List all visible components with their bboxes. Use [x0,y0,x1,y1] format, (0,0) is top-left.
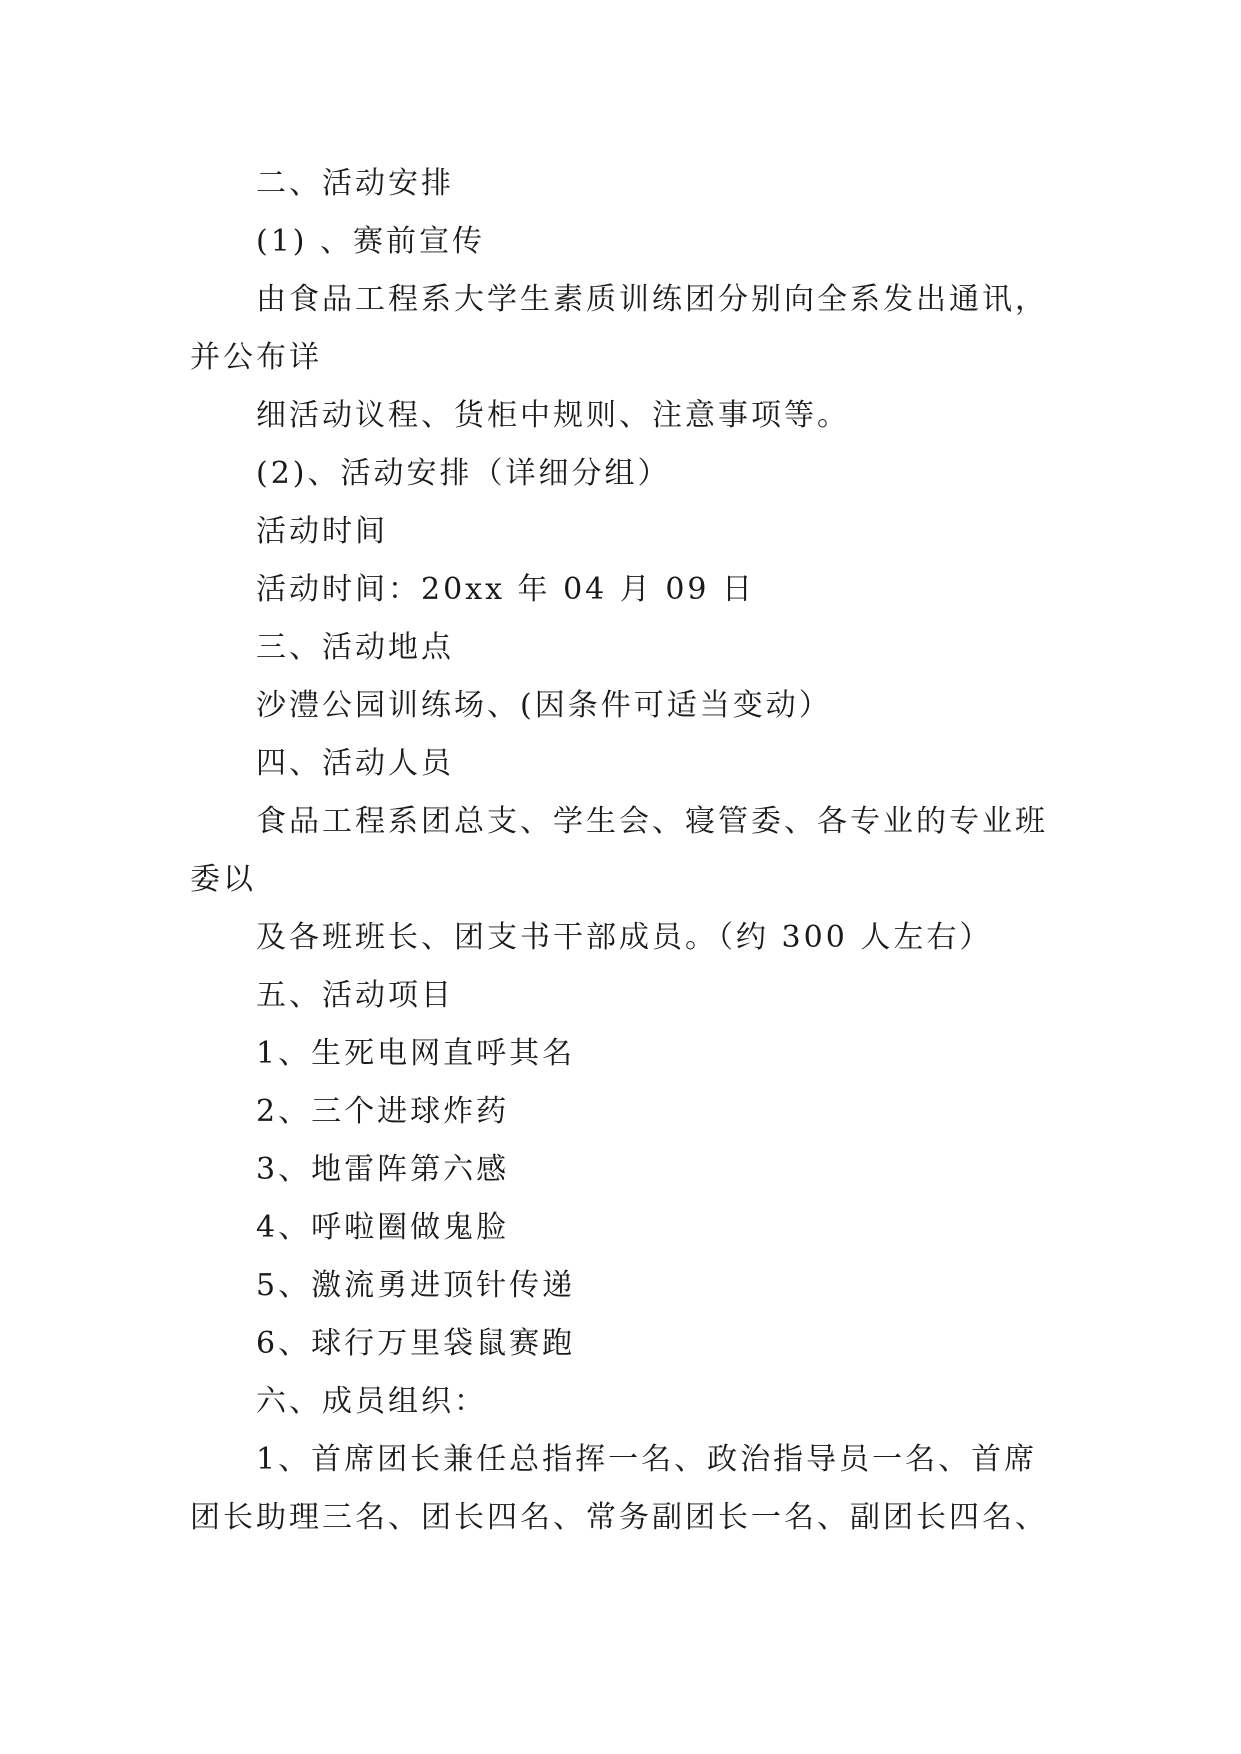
paragraph-line: 活动时间 [256,514,388,549]
paragraph-line: 由食品工程系大学生素质训练团分别向全系发出通讯， [256,282,1048,317]
paragraph-line: 1、生死电网直呼其名 [256,1036,576,1071]
paragraph-line: 团长助理三名、团长四名、常务副团长一名、副团长四名、 [190,1500,1048,1535]
paragraph-line: 细活动议程、货柜中规则、注意事项等。 [256,398,850,433]
paragraph-line: 活动时间：20xx 年 04 月 09 日 [256,572,756,607]
paragraph-line: 4、呼啦圈做鬼脸 [256,1210,510,1245]
document-body [190,155,1070,1547]
paragraph-line: 委以 [190,862,256,897]
paragraph-line: 5、激流勇进顶针传递 [256,1268,576,1303]
paragraph-line: 1、首席团长兼任总指挥一名、政治指导员一名、首席 [256,1442,1038,1477]
paragraph-line: 六、成员组织： [256,1384,487,1419]
paragraph-line: 二、活动安排 [256,166,454,201]
paragraph-line: (2)、活动安排（详细分组） [256,456,671,491]
paragraph-line: (1) 、赛前宣传 [256,224,486,259]
paragraph-line: 2、三个进球炸药 [256,1094,510,1129]
paragraph-line: 6、球行万里袋鼠赛跑 [256,1326,576,1361]
paragraph-line: 及各班班长、团支书干部成员。（约 300 人左右） [256,920,993,955]
paragraph-line: 食品工程系团总支、学生会、寝管委、各专业的专业班 [256,804,1048,839]
paragraph-line: 沙澧公园训练场、(因条件可适当变动） [256,688,832,723]
paragraph-line: 并公布详 [190,340,322,375]
paragraph-line: 三、活动地点 [256,630,454,665]
paragraph-line: 3、地雷阵第六感 [256,1152,510,1187]
paragraph-line: 四、活动人员 [256,746,454,781]
paragraph-line: 五、活动项目 [256,978,454,1013]
